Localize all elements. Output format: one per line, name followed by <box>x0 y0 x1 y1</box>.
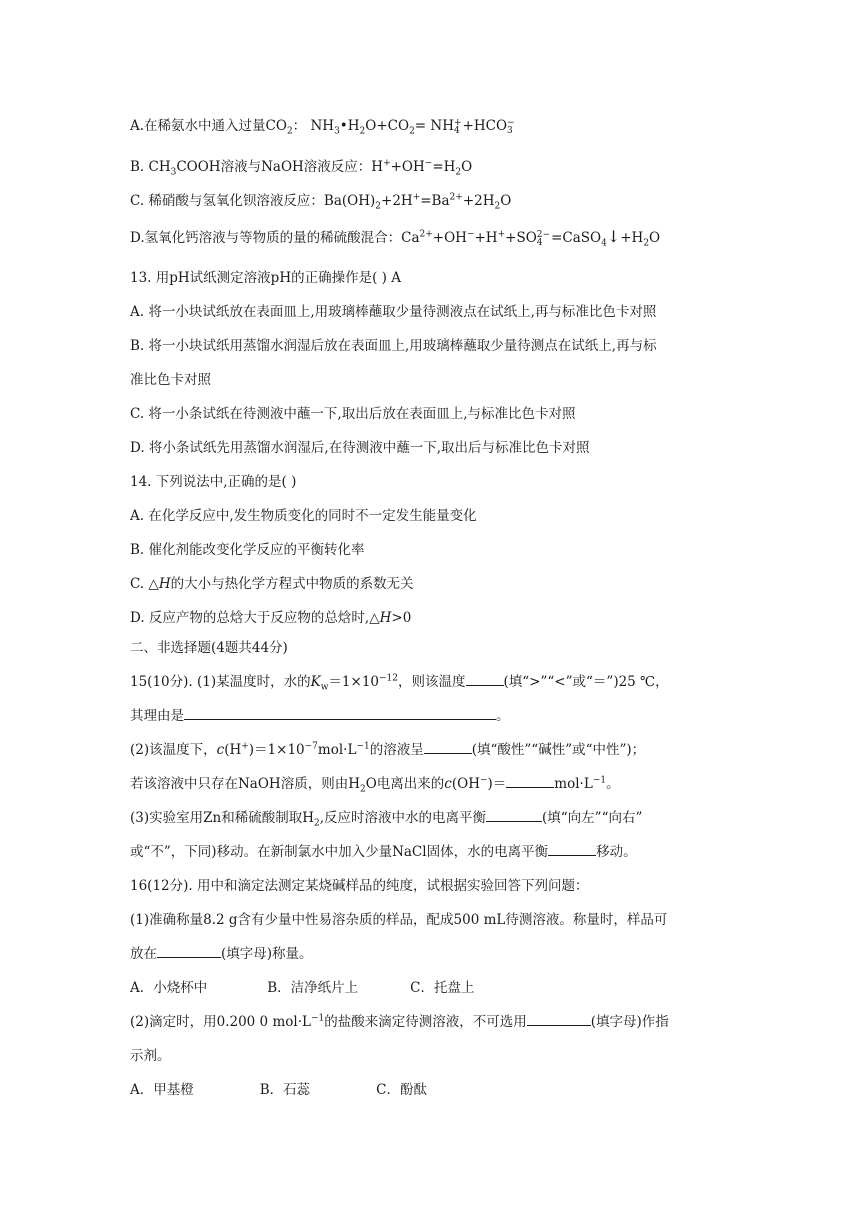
option-a: A．甲基橙 <box>130 1082 194 1098</box>
subscript: w <box>320 682 329 693</box>
superscript: + <box>383 158 391 169</box>
text: (填字母)作指 <box>590 1014 669 1030</box>
down-arrow-icon: ↓ <box>606 227 621 246</box>
text: +OH <box>390 159 425 175</box>
answer-blank[interactable] <box>548 843 596 856</box>
q13-option-a: A. 将一小块试纸放在表面皿上,用玻璃棒蘸取少量待测液点在试纸上,再与标准比色卡对照 <box>130 304 657 320</box>
variable: K <box>310 674 321 690</box>
subscript: 2 <box>375 201 382 212</box>
ion-charge <box>454 119 462 135</box>
subscript: 3 <box>170 167 177 178</box>
text: 或“不”，下同)移动。在新制氯水中加入少量NaCl固体，水的电离平衡 <box>130 844 549 860</box>
variable: c <box>444 776 452 792</box>
q16-part-1: (1)准确称量8.2 g含有少量中性易溶杂质的样品，配成500 mL待测溶液。称量时，样品可 <box>130 912 668 928</box>
superscript: + <box>497 229 506 240</box>
ion-charge <box>537 231 550 247</box>
text: A.在稀氨水中通入过量CO <box>130 118 287 134</box>
text: 的大小与热化学方程式中物质的系数无关 <box>170 576 414 592</box>
answer-blank[interactable] <box>466 673 504 686</box>
text: =H <box>432 159 456 175</box>
subscript: 2 <box>359 784 366 795</box>
q15-line-3 <box>130 740 740 760</box>
text: •H <box>339 118 360 134</box>
text: O <box>461 159 473 175</box>
text: ，则该温度 <box>398 674 466 690</box>
text: +SO <box>505 230 537 246</box>
answer-blank[interactable] <box>424 741 472 754</box>
text: 的盐酸来滴定待测溶液，不可选用 <box>324 1014 527 1030</box>
subscript: 2 <box>494 201 501 212</box>
text: (OH <box>451 776 480 792</box>
ion-charge <box>507 119 515 135</box>
superscript: −12 <box>379 673 399 684</box>
text: mol·L <box>554 776 593 792</box>
text: ： NH <box>292 118 335 134</box>
q14-option-b: B. 催化剂能改变化学反应的平衡转化率 <box>130 542 365 558</box>
answer-blank[interactable] <box>157 945 221 958</box>
text: 其理由是 <box>130 708 184 724</box>
superscript: −1 <box>592 775 607 786</box>
superscript: − <box>466 229 475 240</box>
q16-options-1 <box>130 978 740 998</box>
subscript: 2 <box>313 818 320 829</box>
text: O+CO <box>365 118 410 134</box>
text: ＝1×10 <box>328 674 380 690</box>
text: D. 反应产物的总焓大于反应物的总焓时,△ <box>130 610 380 626</box>
text: +H <box>620 230 644 246</box>
superscript: − <box>479 775 488 786</box>
q12-option-b <box>130 157 740 177</box>
text: = NH <box>414 118 454 134</box>
q12-option-d <box>130 227 740 248</box>
q14-stem: 14. 下列说法中,正确的是( ) <box>130 474 297 490</box>
text: (3)实验室用Zn和稀硫酸制取H <box>130 810 314 826</box>
superscript: 2+ <box>449 192 463 203</box>
subscript: 2 <box>455 167 462 178</box>
q15-line-2 <box>130 706 740 726</box>
subscript: 2 <box>409 126 415 137</box>
q16-options-2 <box>130 1080 740 1100</box>
text: +HCO <box>462 118 508 134</box>
answer-blank[interactable] <box>184 707 496 720</box>
q15-line-4 <box>130 774 740 794</box>
text: (填“酸性”“碱性”或“中性”)； <box>471 742 646 758</box>
text: +2H <box>381 193 413 209</box>
q13-option-b-cont: 准比色卡对照 <box>130 372 211 388</box>
text: )＝ <box>487 776 507 792</box>
answer-blank[interactable] <box>486 809 542 822</box>
superscript: + <box>454 117 462 128</box>
q14-option-d <box>130 608 740 628</box>
superscript: −1 <box>310 1013 325 1024</box>
q13-option-c: C. 将一小条试纸在待测液中蘸一下,取出后放在表面皿上,与标准比色卡对照 <box>130 406 576 422</box>
text: )＝1×10 <box>248 742 305 758</box>
text: =Ba <box>420 193 450 209</box>
text: +H <box>474 230 498 246</box>
text: 。 <box>496 708 510 724</box>
text: 15(10分). (1)某温度时，水的 <box>130 674 311 690</box>
q16-stem: 16(12分). 用中和滴定法测定某烧碱样品的纯度，试根据实验回答下列问题： <box>130 878 589 894</box>
text: 放在 <box>130 946 157 962</box>
subscript: 2 <box>643 238 650 249</box>
text: B. CH <box>130 159 171 175</box>
superscript: −1 <box>356 741 370 752</box>
subscript: 2 <box>286 126 293 137</box>
option-b: B．洁净纸片上 <box>267 980 359 996</box>
q15-line-1 <box>130 672 740 692</box>
text: 移动。 <box>596 844 637 860</box>
text: (H <box>224 742 242 758</box>
text: C. △ <box>130 576 159 592</box>
text: (2)滴定时，用0.200 0 mol·L <box>130 1014 311 1030</box>
q12-option-c <box>130 191 740 211</box>
text: C. 稀硝酸与氢氧化钡溶液反应：Ba(OH) <box>130 193 376 209</box>
text: (填字母)称量。 <box>221 946 313 962</box>
superscript: + <box>241 741 249 752</box>
text: O <box>500 193 512 209</box>
text: O电离出来的 <box>365 776 445 792</box>
superscript: − <box>424 158 433 169</box>
superscript: + <box>412 192 421 203</box>
subscript: 3 <box>507 125 513 136</box>
answer-blank[interactable] <box>506 775 554 788</box>
q16-part-1-cont <box>130 944 740 964</box>
superscript: − <box>507 117 515 128</box>
q13-option-b: B. 将一小块试纸用蒸馏水润湿后放在表面皿上,用玻璃棒蘸取少量待测点在试纸上,再与标 <box>130 338 657 354</box>
text: >0 <box>391 610 412 626</box>
superscript: 2+ <box>419 229 433 240</box>
option-a: A．小烧杯中 <box>130 980 208 996</box>
answer-blank[interactable] <box>527 1013 591 1026</box>
text: O <box>649 230 661 246</box>
text: 若该溶液中只存在NaOH溶质，则由H <box>130 776 360 792</box>
q13-stem: 13. 用pH试纸测定溶液pH的正确操作是( ) A <box>130 270 401 286</box>
q16-part-2 <box>130 1012 740 1032</box>
q14-option-c <box>130 574 740 594</box>
text: +OH <box>432 230 467 246</box>
text: +2H <box>462 193 495 209</box>
variable: c <box>216 742 225 758</box>
superscript: −7 <box>304 741 318 752</box>
text: 。 <box>606 776 620 792</box>
text: D.氢氧化钙溶液与等物质的量的稀硫酸混合：Ca <box>130 230 420 246</box>
text: ,反应时溶液中水的电离平衡 <box>319 810 487 826</box>
option-b: B．石蕊 <box>259 1082 311 1098</box>
text: mol·L <box>317 742 357 758</box>
option-c: C．托盘上 <box>410 980 475 996</box>
option-c: C．酚酞 <box>376 1082 428 1098</box>
subscript: 4 <box>601 238 607 249</box>
text: =CaSO <box>551 230 602 246</box>
subscript: 2 <box>359 126 366 137</box>
q15-line-5 <box>130 808 740 828</box>
variable: H <box>379 610 392 626</box>
q14-option-a: A. 在化学反应中,发生物质变化的同时不一定发生能量变化 <box>130 508 477 524</box>
q16-part-2-cont: 示剂。 <box>130 1048 171 1064</box>
subscript: 4 <box>536 237 543 248</box>
text: 的溶液呈 <box>369 742 424 758</box>
q13-option-d: D. 将小条试纸先用蒸馏水润湿后,在待测液中蘸一下,取出后与标准比色卡对照 <box>130 440 590 456</box>
text: COOH溶液与NaOH溶液反应：H <box>176 159 384 175</box>
subscript: 4 <box>454 125 460 136</box>
superscript: 2− <box>536 229 551 240</box>
text: (2)该温度下， <box>130 742 217 758</box>
text: (填“向左”“向右” <box>542 810 643 826</box>
variable: H <box>158 576 171 592</box>
text: (填“>”“<”或“＝”)25 ℃， <box>503 674 669 690</box>
section-title: 二、非选择题(4题共44分) <box>130 640 288 656</box>
subscript: 3 <box>334 126 340 137</box>
q15-line-6 <box>130 842 740 862</box>
q12-option-a <box>130 116 740 136</box>
